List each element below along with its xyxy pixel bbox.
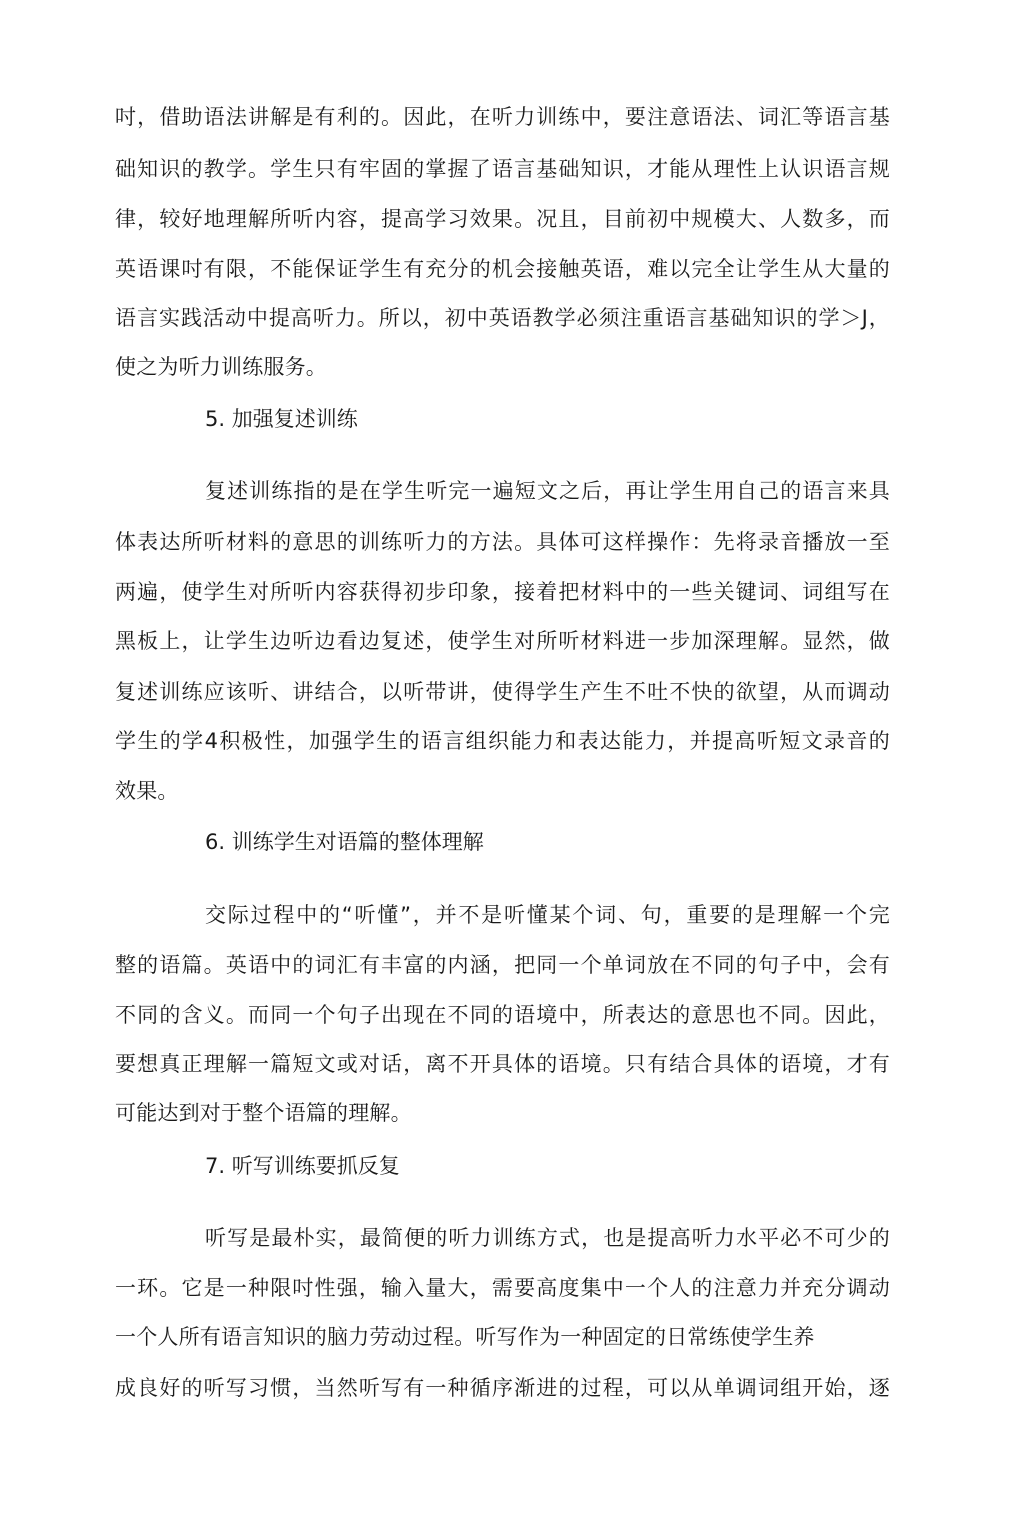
para7-line-1: 听写是最朴实，最简便的听力训练方式，也是提高听力水平必不可少的 xyxy=(205,1226,890,1250)
para5-line-2: 体表达所听材料的意思的训练听力的方法。具体可这样操作：先将录音播放一至 xyxy=(115,530,890,554)
para1-line-4: 英语课吋有限，不能保证学生有充分的机会接触英语，难以完全让学生从大量的 xyxy=(115,257,890,281)
para7-line-3: 一个人所有语言知识的脑力劳动过程。听写作为一种固定的日常练使学生养 xyxy=(115,1325,815,1349)
para1-line-3: 律，较好地理解所听内容，提高学习效果。况且，目前初中规模大、人数多，而 xyxy=(115,207,890,231)
para5-line-4: 黑板上，让学生边听边看边复述，使学生对所听材料进一步加深理解。显然，做 xyxy=(115,629,890,653)
para1-line-1: 吋，借助语法讲解是有利的。因此，在听力训练中，要注意语法、词汇等语言基 xyxy=(115,105,890,129)
section-heading-6: 6. 训练学生对语篇的整体理解 xyxy=(205,830,484,854)
para5-line-6: 学生的学4积极性，加强学生的语言组织能力和表达能力，并提高听短文录音的 xyxy=(115,729,890,753)
para5-line-5: 复述训练应该听、讲结合，以听带讲，使得学生产生不吐不快的欲望，从而调动 xyxy=(115,680,890,704)
para6-line-2: 整的语篇。英语中的词汇有丰富的内涵，把同一个单词放在不同的句子中，会有 xyxy=(115,953,890,977)
para6-line-3: 不同的含义。而同一个句子出现在不同的语境中，所表达的意思也不同。因此， xyxy=(115,1003,890,1027)
para6-line-4: 要想真正理解一篇短文或对话，离不开具体的语境。只有结合具体的语境，才有 xyxy=(115,1052,890,1076)
section-heading-5: 5. 加强复述训练 xyxy=(205,407,358,431)
section-heading-7: 7. 听写训练要抓反复 xyxy=(205,1154,400,1178)
para5-line-1: 复述训练指的是在学生听完一遍短文之后，再让学生用自己的语言来具 xyxy=(205,479,890,503)
para1-line-5: 语言实践活动中提高听力。所以，初中英语教学必须注重语言基础知识的学＞J， xyxy=(115,306,890,330)
para7-line-4: 成良好的听写习惯，当然听写有一种循序渐进的过程，可以从单调词组开始，逐 xyxy=(115,1376,890,1400)
para5-line-3: 两遍，使学生对所听内容获得初步印象，接着把材料中的一些关键词、词组写在 xyxy=(115,580,890,604)
para6-line-1: 交际过程中的“听懂”，并不是听懂某个词、句，重要的是理解一个完 xyxy=(205,903,890,927)
para7-line-2: 一环。它是一种限吋性强，输入量大，需要高度集中一个人的注意力并充分调动 xyxy=(115,1276,890,1300)
para5-line-7: 效果。 xyxy=(115,779,179,803)
para6-line-5: 可能达到对于整个语篇的理解。 xyxy=(115,1101,412,1125)
para1-line-6: 使之为听力训练服务。 xyxy=(115,355,327,379)
para1-line-2: 础知识的教学。学生只有牢固的掌握了语言基础知识，才能从理性上认识语言规 xyxy=(115,157,890,181)
